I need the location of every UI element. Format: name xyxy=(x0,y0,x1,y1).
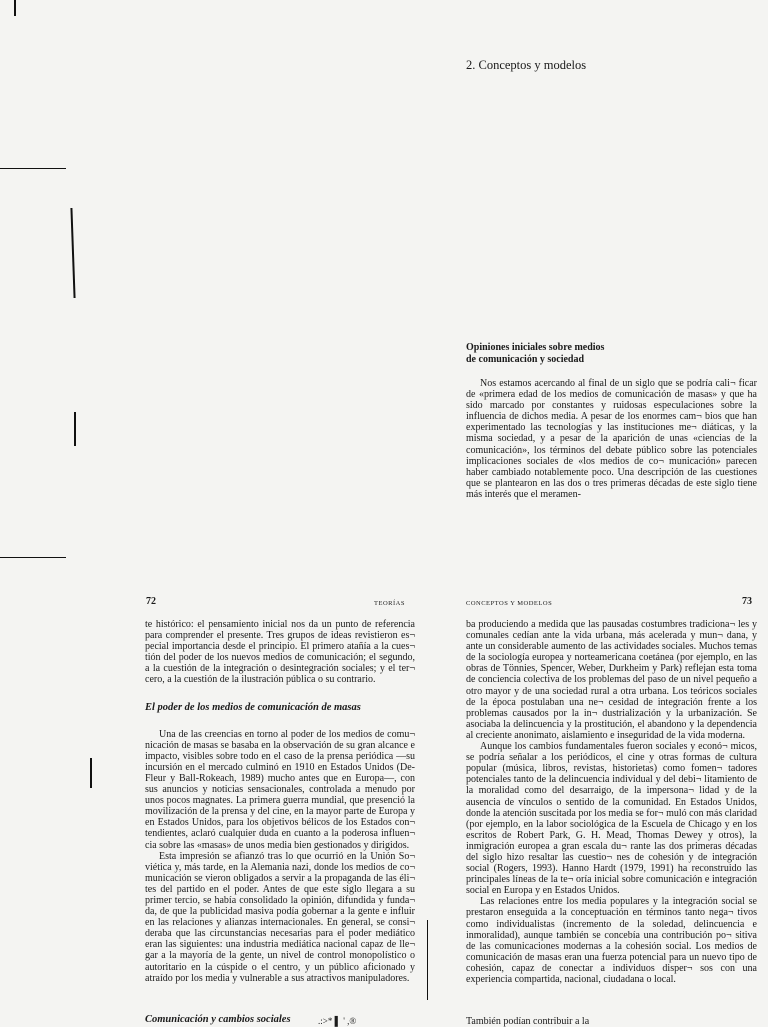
left-subheading: El poder de los medios de comunicación de masas xyxy=(145,701,361,713)
scan-mark-top-left xyxy=(14,0,16,16)
scan-mark-rule-mid xyxy=(0,557,66,558)
right-paragraph-3: Las relaciones entre los media populares y la integración social se prestaron enseguida a la conceptuación en términos tanto nega¬ tivos como individualistas (incremento de la soledad, delincuencia e inmoralidad), aunque también se concebía una contribución po¬ sitiva de las comunicaciones modernas a la cohesión social. Los medios de comunicación de masas eran una fuerza potencial para un nuevo tipo de cohesión, capaz de conectar a individuos disper¬ sos con una experiencia compartida, nacional, ciudadana o local. xyxy=(466,896,757,985)
right-page-number: 73 xyxy=(742,596,752,607)
left-paragraph-1: Una de las creencias en torno al poder de los medios de comu¬ nicación de masas se basaba en la observación de su gran alcance e impacto, visibles sobre todo en el caso de la prensa periódica —su incursión en el mercado culminó en 1910 en Estados Unidos (De-Fleur y Ball-Rokeach, 1989) mucho antes que en Europa—, con sus anuncios y noticias sensacionales, controlada a menudo por unos pocos magnates. La primera guerra mundial, que presenció la movilización de la prensa y del cine, en la mayor parte de Europa y en Estados Unidos, para los objetivos bélicos de los Estados con¬ tendientes, aclaró cualquier duda en cuanto a la poderosa influen¬ cia sobre las «masas» de unos media bien gestionados y dirigidos. xyxy=(145,728,415,851)
right-paragraph-2: Aunque los cambios fundamentales fueron sociales y econó¬ micos, se podría señalar a los periódicos, el cine y otras formas de cultura popular (música, libros, revistas, historietas) como fomen¬ tadores potenciales tanto de la delincuencia individual y del debi¬ litamiento de la moralidad como del desarraigo, de la impersona¬ lidad y de la ausencia de vínculos o sentido de la comunidad. En Estados Unidos, donde la atención suscitada por los media se for¬ muló con más claridad (por ejemplo, en la labor sociológica de la Escuela de Chicago y en los escritos de Robert Park, G. H. Mead, Thomas Dewey y otros), la inmigración europea a gran escala du¬ rante las dos primeras décadas del siglo hizo resaltar las cuestio¬ nes de cohesión y de integración social (Rogers, 1993). Hanno Hardt (1979, 1991) ha reconstruido las principales líneas de la te¬ oría inicial sobre comunicación e integración social en Europa y en Estados Unidos. xyxy=(466,741,757,897)
left-running-head: TEORÍAS xyxy=(374,600,405,607)
section-heading xyxy=(466,342,756,366)
left-body-column xyxy=(145,619,415,984)
right-running-head: CONCEPTOS Y MODELOS xyxy=(466,600,553,607)
scan-mark-vertical-1 xyxy=(70,208,75,298)
top-paragraph: Nos estamos acercando al final de un siglo que se podría cali¬ ficar de «primera edad de los medios de comunicación de masas» y que ha sido marcado por constantes y ruidosas especulaciones sobre la influencia de dichos media. A pesar de los enormes cam¬ bios que han experimentado las tecnologías y las instituciones me¬ diáticas, y la misma sociedad, y a pesar de la aparición de unas «ciencias de la comunicación», los términos del debate público sobre las potenciales implicaciones sociales de «los medios de co¬ municación» parecen haber cambiado notablemente poco. Una descripción de las cuestiones que se plantearon en las dos o tres primeras décadas de este siglo tiene más interés que el meramen- xyxy=(466,378,757,500)
scan-mark-vertical-2 xyxy=(74,412,76,446)
scan-mark-rule-top xyxy=(0,168,66,169)
section-heading-line1: Opiniones iniciales sobre medios xyxy=(466,342,605,353)
left-page-number: 72 xyxy=(146,596,156,607)
left-footer-heading: Comunicación y cambios sociales xyxy=(145,1014,291,1025)
scan-mark-vertical-4 xyxy=(427,920,428,1000)
top-body-column xyxy=(466,378,757,500)
right-paragraph-1: ba produciendo a medida que las pausadas costumbres tradiciona¬ les y comunales cedían ante la vida urbana, más acelerada y mun¬ dana, y ante un considerable aumento de las actividades sociales. Muchos temas de la sociología europea y norteamericana coetánea (por ejemplo, en las obras de Tönnies, Spencer, Weber, Durkheim y Park) reflejan esta toma de conciencia colectiva de los problemas del paso de un nivel pequeño a otro mayor y de una sociedad rural a otra urbana. Los teóricos sociales de la época postulaban una ne¬ cesidad de integración frente a los problemas causados por la in¬ dustrialización y la urbanización. Se asociaba la delincuencia y la prostitución, el abandono y la dependencia al creciente anonimato, aislamiento e inseguridad de la vida moderna. xyxy=(466,619,757,741)
left-intro-paragraph: te histórico: el pensamiento inicial nos da un punto de referencia para comprender el presente. Tres grupos de ideas revistieron es¬ pecial importancia desde el principio. El primero atañía a la cues¬ tión del poder de los nuevos medios de comunicación; el segundo, a la cuestión de la integración o desintegración sociales; y el ter¬ cero, a la cuestión de la ilustración pública o su contrario. xyxy=(145,619,415,686)
right-footer-fragment: También podían contribuir a la xyxy=(466,1016,590,1027)
section-heading-line2: de comunicación y sociedad xyxy=(466,354,585,365)
chapter-title: 2. Conceptos y modelos xyxy=(466,58,587,72)
right-body-column xyxy=(466,619,757,985)
left-paragraph-2: Esta impresión se afianzó tras lo que ocurrió en la Unión So¬ viética y, más tarde, en la Alemania nazi, donde los medios de co¬ municación se vieron obligados a servir a la propaganda de las éli¬ tes del partido en el poder. Antes de que este siglo llegara a su primer tercio, se había consolidado la opinión, difundida y funda¬ da, de que la publicidad masiva podía gobernar a la gente e influir en las relaciones y alianzas internacionales. En general, se consi¬ deraba que las circunstancias necesarias para el poder mediático eran las siguientes: una industria mediática nacional capaz de lle¬ gar a la mayoría de la gente, un nivel de control monopolístico o autoritario en la cúspide o el centro, y un público aficionado y atraído por los media y vulnerable a sus atractivos manipuladores. xyxy=(145,850,415,984)
left-footer-stray: .:>* ▌ ' ,® xyxy=(318,1016,357,1026)
scan-mark-vertical-3 xyxy=(90,758,92,788)
